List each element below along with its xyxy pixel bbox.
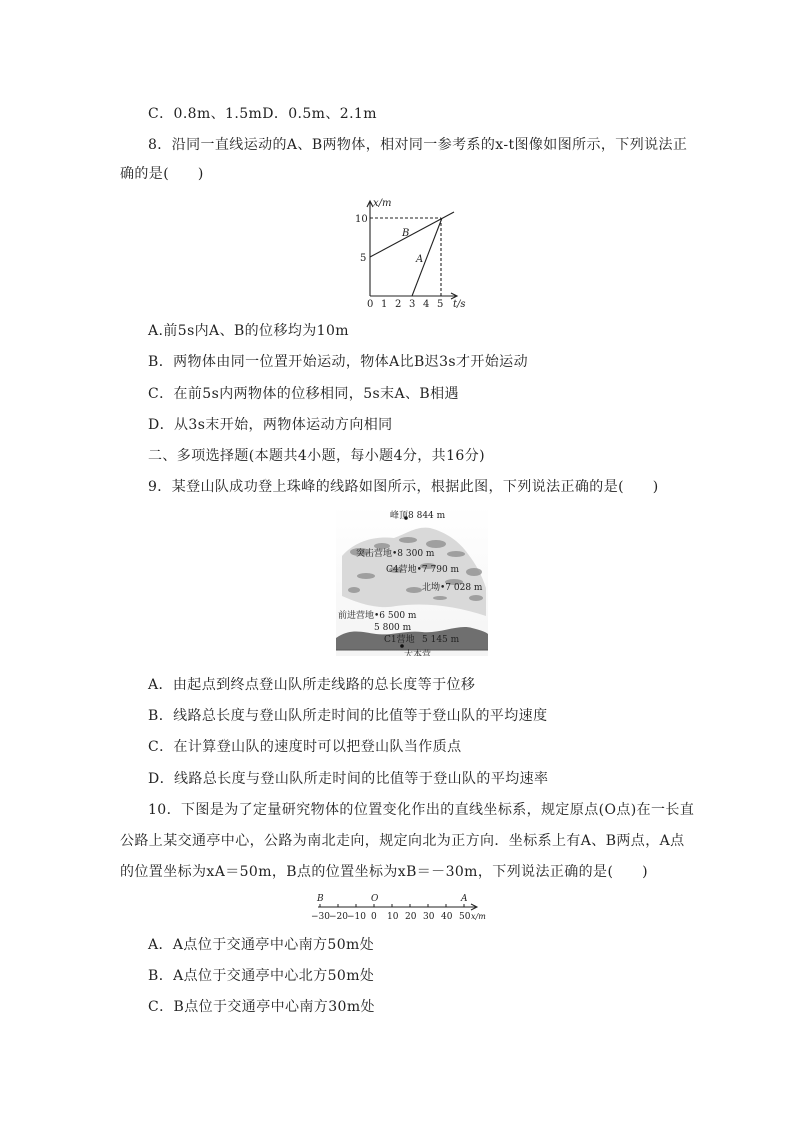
option-c-q8: C．在前5s内两物体的位移相同，5s末A、B相遇 xyxy=(148,386,459,402)
mountain-route-figure xyxy=(336,506,488,656)
label-base-camp: 大本营 xyxy=(404,650,432,656)
number-line-figure xyxy=(308,890,488,924)
tick-minus20: −20 xyxy=(329,912,348,922)
x-axis-label: t/s xyxy=(453,299,466,308)
x-tick-1: 1 xyxy=(381,299,388,308)
question-8-stem: 8．沿同一直线运动的A、B两物体，相对同一参考系的x-t图像如图所示，下列说法正 xyxy=(148,137,688,153)
point-b-label: B xyxy=(317,894,324,904)
question-10-stem: 10．下图是为了定量研究物体的位置变化作出的直线坐标系，规定原点(O点)在一长直 xyxy=(148,802,695,818)
option-d-q8: D．从3s末开始，两物体运动方向相同 xyxy=(148,417,393,433)
point-a-label: A xyxy=(461,894,468,904)
option-b-q10: B．A点位于交通亭中心北方50m处 xyxy=(148,968,375,984)
question-10-stem-cont-1: 公路上某交通亭中心，公路为南北走向，规定向北为正方向．坐标系上有A、B两点，A点 xyxy=(120,833,685,849)
line-a-label: A xyxy=(416,254,424,265)
tick-50: 50 xyxy=(459,912,471,922)
x-tick-5: 5 xyxy=(437,299,444,308)
y-tick-10: 10 xyxy=(355,214,368,225)
tick-minus30: −30 xyxy=(311,912,330,922)
tick-20: 20 xyxy=(405,912,417,922)
tick-minus10: −10 xyxy=(347,912,366,922)
option-c-q10: C．B点位于交通亭中心南方30m处 xyxy=(148,999,375,1015)
section-heading-multiple-choice: 二、多项选择题(本题共4小题，每小题4分，共16分) xyxy=(148,448,485,464)
option-c-q9: C．在计算登山队的速度时可以把登山队当作质点 xyxy=(148,739,462,755)
point-o-label: O xyxy=(371,894,379,904)
option-b-q8: B．两物体由同一位置开始运动，物体A比B迟3s才开始运动 xyxy=(148,354,528,370)
label-c1-camp: C1营地 xyxy=(384,635,415,645)
label-assault-camp: 突击营地•8 300 m xyxy=(356,549,435,559)
line-b-label: B xyxy=(402,228,410,239)
label-north-col: 北坳•7 028 m xyxy=(422,583,483,593)
y-axis-label: x/m xyxy=(373,198,392,209)
option-a-q8: A.前5s内A、B的位移均为10m xyxy=(148,323,349,339)
label-advance-camp: 前进营地•6 500 m xyxy=(338,611,417,621)
label-c4-camp: C4营地•7 790 m xyxy=(386,565,460,575)
option-a-q10: A．A点位于交通亭中心南方50m处 xyxy=(148,937,375,953)
x-tick-4: 4 xyxy=(423,299,430,308)
option-c-q7: C．0.8m、1.5mD．0.5m、2.1m xyxy=(148,106,377,122)
tick-30: 30 xyxy=(423,912,435,922)
x-tick-2: 2 xyxy=(395,299,402,308)
x-tick-3: 3 xyxy=(409,299,416,308)
question-8-stem-cont: 确的是( ) xyxy=(120,166,204,182)
y-tick-5: 5 xyxy=(360,253,367,264)
option-a-q9: A．由起点到终点登山队所走线路的总长度等于位移 xyxy=(148,677,476,693)
option-b-q9: B．线路总长度与登山队所走时间的比值等于登山队的平均速度 xyxy=(148,708,548,724)
axis-label-xm: x/m xyxy=(471,912,486,921)
x-tick-0: 0 xyxy=(367,299,374,308)
xt-graph xyxy=(352,196,472,308)
question-10-stem-cont-2: 的位置坐标为xA＝50m，B点的位置坐标为xB＝－30m，下列说法正确的是( ) xyxy=(120,864,648,880)
label-5800: 5 800 m xyxy=(374,623,412,633)
tick-0: 0 xyxy=(371,912,377,922)
question-9-stem: 9．某登山队成功登上珠峰的线路如图所示，根据此图，下列说法正确的是( ) xyxy=(148,479,659,495)
tick-40: 40 xyxy=(441,912,453,922)
option-d-q9: D．线路总长度与登山队所走时间的比值等于登山队的平均速率 xyxy=(148,771,549,787)
label-5145: 5 145 m xyxy=(422,635,460,645)
tick-10: 10 xyxy=(387,912,399,922)
label-summit: 峰顶8 844 m xyxy=(390,511,446,521)
